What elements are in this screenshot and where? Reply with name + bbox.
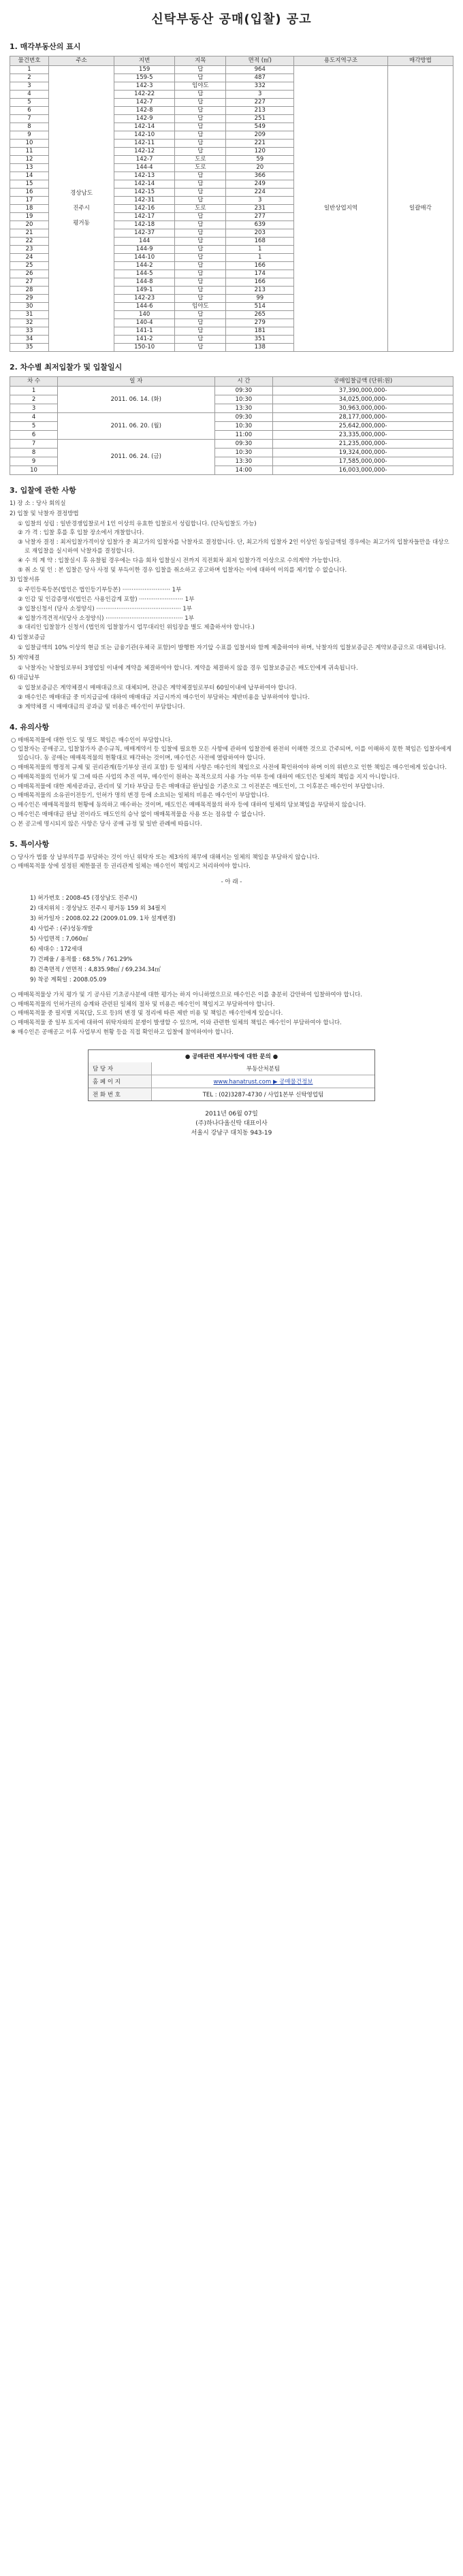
cell-land-category: 답 xyxy=(175,221,226,229)
cell-parcel: 144-5 xyxy=(114,270,175,278)
caution-line: ○ 본 공고에 명시되지 않은 사항은 당사 공매 규정 및 일반 관례에 따릅니다. xyxy=(11,820,202,828)
cell-parcel: 142-23 xyxy=(114,295,175,303)
bidding-line: ② 매수인은 매매대금 중 미지급금에 대하여 매매대금 지급시까지 매수인이 부담하는 제반비용을 납부하여야 합니다. xyxy=(18,694,310,701)
cell-time: 10:30 xyxy=(214,395,273,404)
table-row xyxy=(10,440,453,449)
cell-area: 227 xyxy=(226,99,294,107)
table-row xyxy=(10,387,453,395)
caution-line: ○ 매매목적물에 대한 인도 및 명도 책임은 매수인이 부담합니다. xyxy=(11,736,173,744)
cell-lot-number: 2 xyxy=(10,74,49,82)
caution-line: ○ 매수인은 매매대금 완납 전이라도 매도인의 승낙 없이 매매목적물을 사용 또는 점유할 수 없습니다. xyxy=(11,811,266,818)
bidding-line: 2) 입찰 및 낙찰자 결정방법 xyxy=(10,510,79,517)
cell-parcel: 142-22 xyxy=(114,91,175,99)
cell-lot-number: 11 xyxy=(10,148,49,156)
bidding-line: ③ 낙찰자 결정 : 최저입찰가격이상 입찰가 중 최고가의 입찰자를 낙찰자로 결정합니다. 단, 최고가의 입찰자 2인 이상인 동일금액일 경우에는 최고가의 입찰자들만을 대상으로 재입찰을 실시하여 낙찰자를 결정합니다. xyxy=(18,539,449,555)
cell-area: 203 xyxy=(226,229,294,238)
cell-land-category: 답 xyxy=(175,99,226,107)
table-header-cell: 용도지역구조 xyxy=(294,56,388,66)
cell-time: 09:30 xyxy=(214,413,273,422)
contact-row xyxy=(89,1062,374,1075)
cell-parcel: 140-4 xyxy=(114,319,175,327)
section-property xyxy=(10,41,453,352)
cell-land-category: 답 xyxy=(175,262,226,270)
cell-lot-number: 21 xyxy=(10,229,49,238)
cell-date: 2011. 06. 14. (화) xyxy=(58,387,214,413)
cell-lot-number: 3 xyxy=(10,82,49,91)
cell-area: 99 xyxy=(226,295,294,303)
contact-label: 전 화 번 호 xyxy=(89,1088,152,1100)
details-subtitle: - 아 래 - xyxy=(221,879,242,886)
homepage-link[interactable]: www.hanatrust.com ▶ 공매물건정보 xyxy=(213,1078,313,1086)
cell-sale-method: 일괄매각 xyxy=(387,66,453,352)
cell-price: 17,585,000,000- xyxy=(273,457,453,466)
table-header-cell: 시 간 xyxy=(214,377,273,387)
cell-time: 10:30 xyxy=(214,449,273,457)
cell-lot-number: 24 xyxy=(10,254,49,262)
cell-price: 30,963,000,000- xyxy=(273,404,453,413)
caution-line: ○ 입찰자는 공매공고, 입찰참가자 준수규칙, 매매계약서 등 입찰에 필요한 모든 사항에 관하여 입찰전에 완전히 이해한 것으로 간주되며, 이를 이해하지 못한 책임은 입찰자에게 있습니다. 동 공매는 매매목적물의 현황대로 매각하는 것이며, 매수인은 사전에 열람하여야 합니다. xyxy=(11,746,452,762)
cell-land-category: 답 xyxy=(175,246,226,254)
schedule-table xyxy=(10,376,453,475)
table-header-cell: 물건번호 xyxy=(10,56,49,66)
cell-area: 224 xyxy=(226,189,294,197)
cell-area: 332 xyxy=(226,82,294,91)
cell-area: 277 xyxy=(226,213,294,221)
cell-land-category: 답 xyxy=(175,66,226,74)
cell-round: 8 xyxy=(10,449,58,457)
cell-land-category: 답 xyxy=(175,319,226,327)
cell-land-category: 답 xyxy=(175,140,226,148)
cell-parcel: 142-10 xyxy=(114,131,175,140)
cell-parcel: 142-7 xyxy=(114,156,175,164)
cell-area: 221 xyxy=(226,140,294,148)
table-row xyxy=(10,66,453,74)
cell-area: 249 xyxy=(226,180,294,189)
caution-line: ○ 매매목적물의 행정적 규제 및 권리관계(등기부상 권리 포함) 등 일체의 사항은 매수인의 책임으로 사전에 확인하여야 하며 이의 위반으로 인한 책임은 매수인에게 있습니다. xyxy=(11,764,447,771)
cell-price: 34,025,000,000- xyxy=(273,395,453,404)
table-header-cell: 지번 xyxy=(114,56,175,66)
cell-land-category: 답 xyxy=(175,229,226,238)
permit-detail-line: 9) 착공 계획일 : 2008.05.09 xyxy=(30,976,107,983)
cell-lot-number: 4 xyxy=(10,91,49,99)
cell-land-category: 답 xyxy=(175,123,226,131)
cell-parcel: 140 xyxy=(114,311,175,319)
cell-land-category: 답 xyxy=(175,213,226,221)
cell-lot-number: 1 xyxy=(10,66,49,74)
cell-price: 23,335,000,000- xyxy=(273,431,453,440)
cell-zone: 일반상업지역 xyxy=(294,66,388,352)
bidding-line: ① 입찰보증금은 계약체결시 매매대금으로 대체되며, 잔금은 계약체결일로부터 60일이내에 납부하여야 합니다. xyxy=(18,685,297,692)
cell-parcel: 159-5 xyxy=(114,74,175,82)
cell-parcel: 142-9 xyxy=(114,115,175,123)
table-header-cell: 지목 xyxy=(175,56,226,66)
table-header-cell: 주소 xyxy=(49,56,114,66)
permit-details xyxy=(30,894,453,985)
cell-lot-number: 31 xyxy=(10,311,49,319)
footer-date: 2011년 06월 07일 xyxy=(205,1110,258,1118)
cell-date: 2011. 06. 20. (월) xyxy=(58,413,214,440)
cell-area: 181 xyxy=(226,327,294,336)
permit-detail-line: 5) 사업면적 : 7,060㎡ xyxy=(30,935,89,943)
cell-land-category: 도로 xyxy=(175,205,226,213)
section-bidding xyxy=(10,485,453,712)
cell-round: 5 xyxy=(10,422,58,431)
cell-lot-number: 15 xyxy=(10,180,49,189)
section-title-bidding: 3. 입찰에 관한 사항 xyxy=(10,486,76,495)
cell-price: 37,390,000,000- xyxy=(273,387,453,395)
bidding-line: ⑤ 취 소 및 인 : 본 입찰은 당사 사정 및 부득이한 경우 입찰을 취소하고 공고하며 입찰자는 이에 대하여 이의를 제기할 수 없습니다. xyxy=(18,566,347,574)
permit-detail-line: 6) 세대수 : 172세대 xyxy=(30,945,82,953)
cell-lot-number: 23 xyxy=(10,246,49,254)
cell-lot-number: 7 xyxy=(10,115,49,123)
cell-lot-number: 12 xyxy=(10,156,49,164)
cell-parcel: 141-2 xyxy=(114,336,175,344)
cell-land-category: 도로 xyxy=(175,164,226,172)
cell-lot-number: 19 xyxy=(10,213,49,221)
cell-land-category: 도로 xyxy=(175,156,226,164)
cell-parcel: 142-15 xyxy=(114,189,175,197)
permit-detail-line: 7) 건폐율 / 용적률 : 68.5% / 761.29% xyxy=(30,956,133,963)
cell-time: 13:30 xyxy=(214,457,273,466)
cell-price: 28,177,000,000- xyxy=(273,413,453,422)
cell-area: 20 xyxy=(226,164,294,172)
cell-land-category: 답 xyxy=(175,287,226,295)
section-schedule xyxy=(10,361,453,475)
cell-price: 19,324,000,000- xyxy=(273,449,453,457)
cell-parcel: 142-17 xyxy=(114,213,175,221)
cell-area: 231 xyxy=(226,205,294,213)
permit-detail-line: 3) 허가일자 : 2008.02.22 (2009.01.09. 1차 설계변경) xyxy=(30,915,176,922)
cell-area: 3 xyxy=(226,197,294,205)
special-after xyxy=(10,991,453,1037)
cell-land-category: 답 xyxy=(175,74,226,82)
cell-time: 14:00 xyxy=(214,466,273,475)
cell-land-category: 임야도 xyxy=(175,82,226,91)
permit-detail-line: 8) 건축면적 / 연면적 : 4,835.98㎡ / 69,234.34㎡ xyxy=(30,966,161,973)
cell-lot-number: 8 xyxy=(10,123,49,131)
cell-land-category: 답 xyxy=(175,172,226,180)
table-header-cell: 공매입찰금액 (단위:원) xyxy=(273,377,453,387)
cell-lot-number: 29 xyxy=(10,295,49,303)
permit-detail-line: 1) 허가번호 : 2008-45 (경상남도 진주시) xyxy=(30,894,138,902)
cell-land-category: 답 xyxy=(175,238,226,246)
cell-lot-number: 9 xyxy=(10,131,49,140)
cell-parcel: 142-12 xyxy=(114,148,175,156)
cell-land-category: 답 xyxy=(175,270,226,278)
cell-parcel: 144-2 xyxy=(114,262,175,270)
contact-label: 홈 페 이 지 xyxy=(89,1075,152,1088)
cell-area: 1 xyxy=(226,246,294,254)
cell-land-category: 답 xyxy=(175,131,226,140)
bidding-line: ④ 수 의 계 약 : 입찰실시 후 유찰될 경우에는 다음 회차 입찰실시 전까지 직전회차 최저 입찰가격 이상으로 수의계약 가능합니다. xyxy=(18,557,342,564)
cell-area: 514 xyxy=(226,303,294,311)
cell-lot-number: 14 xyxy=(10,172,49,180)
contact-row xyxy=(89,1075,374,1088)
cell-lot-number: 28 xyxy=(10,287,49,295)
cell-time: 13:30 xyxy=(214,404,273,413)
cell-parcel: 142-31 xyxy=(114,197,175,205)
cell-area: 251 xyxy=(226,115,294,123)
cell-parcel: 141-1 xyxy=(114,327,175,336)
cell-price: 25,642,000,000- xyxy=(273,422,453,431)
table-header-cell: 면적 (㎡) xyxy=(226,56,294,66)
footer xyxy=(10,1109,453,1138)
cell-lot-number: 35 xyxy=(10,344,49,352)
cell-price: 16,003,000,000- xyxy=(273,466,453,475)
cell-area: 265 xyxy=(226,311,294,319)
bidding-line: ① 입찰의 성립 : 일반경쟁입찰로서 1인 이상의 유효한 입찰로서 성립합니다. (단독입찰도 가능) xyxy=(18,520,257,527)
bidding-line: ① 주민등록등본(법인은 법인등기부등본) ·························· 1부 xyxy=(18,587,182,594)
cell-area: 549 xyxy=(226,123,294,131)
section-title-schedule: 2. 차수별 최저입찰가 및 입찰일시 xyxy=(10,363,123,372)
cell-parcel: 144-6 xyxy=(114,303,175,311)
cell-lot-number: 34 xyxy=(10,336,49,344)
cell-time: 10:30 xyxy=(214,422,273,431)
contact-row xyxy=(89,1088,374,1100)
cell-area: 174 xyxy=(226,270,294,278)
cell-parcel: 144-10 xyxy=(114,254,175,262)
cell-lot-number: 22 xyxy=(10,238,49,246)
cell-round: 3 xyxy=(10,404,58,413)
section-title-property: 1. 매각부동산의 표시 xyxy=(10,42,81,51)
cell-lot-number: 27 xyxy=(10,278,49,287)
cell-parcel: 142-7 xyxy=(114,99,175,107)
cell-time: 09:30 xyxy=(214,387,273,395)
cell-lot-number: 17 xyxy=(10,197,49,205)
caution-line: ○ 매매목적물의 인허가 및 그에 따른 사업의 추진 여부, 매수인이 원하는 목적으로의 사용 가능 여부 등에 대하여 매도인은 일체의 책임을 지지 아니합니다. xyxy=(11,773,400,781)
special-line: ○ 당사가 법률 상 납부의무를 부담하는 것이 아닌 위탁자 또는 제3자의 채무에 대해서는 일체의 책임을 부담하지 않습니다. xyxy=(11,853,319,861)
cell-round: 10 xyxy=(10,466,58,475)
special-line: ○ 매매목적물 상에 설정된 제한물권 등 권리관계 일체는 매수인이 책임지고 처리하여야 합니다. xyxy=(11,863,251,870)
cell-lot-number: 25 xyxy=(10,262,49,270)
section-title-special: 5. 특이사항 xyxy=(10,839,50,849)
contact-value: 부동산처분팀 xyxy=(246,1065,281,1073)
table-header-cell: 일 자 xyxy=(58,377,214,387)
cell-round: 1 xyxy=(10,387,58,395)
special-body xyxy=(10,853,453,872)
cell-land-category: 임야도 xyxy=(175,303,226,311)
cell-parcel: 144 xyxy=(114,238,175,246)
cell-land-category: 답 xyxy=(175,254,226,262)
bidding-line: ⑤ 대리인 입찰참가 신청서 (법인의 입찰참가시 업무대리인 위임장을 별도 제출하셔야 합니다.) xyxy=(18,624,255,632)
cell-area: 964 xyxy=(226,66,294,74)
contact-label: 담 당 자 xyxy=(89,1062,152,1075)
cell-round: 7 xyxy=(10,440,58,449)
cell-parcel: 142-14 xyxy=(114,180,175,189)
cell-lot-number: 10 xyxy=(10,140,49,148)
cell-parcel: 144-4 xyxy=(114,164,175,172)
bidding-line: ③ 입찰신청서 (당사 소정양식) ·············································· 1부 xyxy=(18,605,192,613)
special-after-line: ※ 매수인은 공매공고 이후 사업부지 현황 등을 직접 확인하고 입찰에 참여하여야 합니다. xyxy=(11,1029,234,1037)
contact-box xyxy=(88,1049,375,1101)
cell-land-category: 답 xyxy=(175,336,226,344)
cell-lot-number: 30 xyxy=(10,303,49,311)
cell-land-category: 답 xyxy=(175,148,226,156)
cell-area: 166 xyxy=(226,262,294,270)
cell-parcel: 142-13 xyxy=(114,172,175,180)
cell-area: 59 xyxy=(226,156,294,164)
page-title: 신탁부동산 공매(입찰) 공고 xyxy=(151,12,312,27)
cell-lot-number: 20 xyxy=(10,221,49,229)
cell-area: 168 xyxy=(226,238,294,246)
cell-land-category: 답 xyxy=(175,344,226,352)
cell-price: 21,235,000,000- xyxy=(273,440,453,449)
cell-area: 213 xyxy=(226,107,294,115)
bidding-line: ① 입찰금액의 10% 이상의 현금 또는 금융기관(우체국 포함)이 발행한 자기앞 수표를 입찰서와 함께 제출하여야 하며, 낙찰자의 입찰보증금은 계약보증금으로 대체됩니다. xyxy=(18,644,447,651)
permit-detail-line: 4) 사업주 : (주)성동개발 xyxy=(30,925,93,932)
cell-parcel: 149-1 xyxy=(114,287,175,295)
cell-area: 209 xyxy=(226,131,294,140)
property-table xyxy=(10,56,453,352)
bidding-line: 3) 입찰서류 xyxy=(10,576,40,584)
bidding-line: 1) 장 소 : 당사 회의실 xyxy=(10,500,66,507)
cell-lot-number: 16 xyxy=(10,189,49,197)
footer-address: 서울시 강남구 대치동 943-19 xyxy=(191,1129,272,1137)
cell-date: 2011. 06. 24. (금) xyxy=(58,440,214,475)
bidding-line: ④ 입찰가격견적서(당사 소정양식) ·········································· 1부 xyxy=(18,615,194,622)
cell-area: 351 xyxy=(226,336,294,344)
bidding-line: ① 낙찰자는 낙찰일로부터 3영업일 이내에 계약을 체결하여야 합니다. 계약을 체결하지 않을 경우 입찰보증금은 매도인에게 귀속됩니다. xyxy=(18,664,358,672)
cell-land-category: 답 xyxy=(175,295,226,303)
cell-land-category: 답 xyxy=(175,327,226,336)
cell-time: 09:30 xyxy=(214,440,273,449)
bidding-line: ③ 계약체결 시 매매대금의 공과금 및 비용은 매수인이 부담합니다. xyxy=(18,703,185,711)
cell-address: 경상남도 진주시 평거동 xyxy=(49,66,114,352)
cell-land-category: 답 xyxy=(175,180,226,189)
cell-parcel: 150-10 xyxy=(114,344,175,352)
cell-parcel: 142-16 xyxy=(114,205,175,213)
footer-company: (주)하나다올신탁 대표이사 xyxy=(195,1120,268,1127)
cell-land-category: 답 xyxy=(175,107,226,115)
cell-parcel: 144-8 xyxy=(114,278,175,287)
cell-time: 11:00 xyxy=(214,431,273,440)
cell-land-category: 답 xyxy=(175,197,226,205)
cell-land-category: 답 xyxy=(175,311,226,319)
cell-area: 279 xyxy=(226,319,294,327)
cell-area: 166 xyxy=(226,278,294,287)
cell-parcel: 159 xyxy=(114,66,175,74)
cell-round: 6 xyxy=(10,431,58,440)
permit-detail-line: 2) 대지위치 : 경상남도 진주시 평거동 159 외 34필지 xyxy=(30,904,166,912)
cell-lot-number: 5 xyxy=(10,99,49,107)
cell-area: 487 xyxy=(226,74,294,82)
cell-land-category: 답 xyxy=(175,91,226,99)
cell-lot-number: 33 xyxy=(10,327,49,336)
contact-header: ● 공매관련 제부사항에 대한 문의 ● xyxy=(185,1053,278,1060)
table-header-cell: 매각방법 xyxy=(387,56,453,66)
special-after-line: ○ 매매목적물 중 일부 토지에 대하여 위탁자와의 분쟁이 발생할 수 있으며, 이와 관련한 일체의 책임은 매수인이 부담하여야 합니다. xyxy=(11,1020,342,1027)
caution-line: ○ 매매목적물의 소유권이전등기, 인허가 명의 변경 등에 소요되는 일체의 비용은 매수인이 부담합니다. xyxy=(11,792,270,800)
contact-value: TEL : (02)3287-4730 / 사업1본부 신탁영업팀 xyxy=(202,1091,324,1098)
cell-area: 120 xyxy=(226,148,294,156)
caution-line: ○ 매수인은 매매목적물의 현황에 동의하고 매수하는 것이며, 매도인은 매매목적물의 하자 등에 대하여 일체의 담보책임을 부담하지 않습니다. xyxy=(11,802,366,809)
caution-line: ○ 매매목적물에 대한 제세공과금, 관리비 및 기타 부담금 등은 매매대금 완납일을 기준으로 그 이전분은 매도인이, 그 이후분은 매수인이 부담합니다. xyxy=(11,783,385,790)
bidding-line: 6) 대금납부 xyxy=(10,674,40,682)
cell-parcel: 142-8 xyxy=(114,107,175,115)
cell-area: 639 xyxy=(226,221,294,229)
cell-area: 3 xyxy=(226,91,294,99)
section-special xyxy=(10,838,453,1037)
cell-round: 4 xyxy=(10,413,58,422)
cell-round: 2 xyxy=(10,395,58,404)
table-header-cell: 차 수 xyxy=(10,377,58,387)
cell-parcel: 142-37 xyxy=(114,229,175,238)
bidding-line: 5) 계약체결 xyxy=(10,654,40,662)
cell-area: 213 xyxy=(226,287,294,295)
cell-area: 138 xyxy=(226,344,294,352)
bidding-line: ② 가 격 : 입찰 후를 후 입찰 장소에서 개찰합니다. xyxy=(18,529,144,537)
cell-parcel: 144-9 xyxy=(114,246,175,254)
cell-parcel: 142-18 xyxy=(114,221,175,229)
special-after-line: ○ 매매목적물의 인허가권의 승계와 관련된 일체의 절차 및 비용은 매수인이 책임지고 부담하여야 합니다. xyxy=(11,1000,275,1008)
cell-land-category: 답 xyxy=(175,189,226,197)
bidding-line: 4) 입찰보증금 xyxy=(10,634,46,642)
cell-parcel: 142-11 xyxy=(114,140,175,148)
cell-lot-number: 32 xyxy=(10,319,49,327)
section-title-cautions: 4. 유의사항 xyxy=(10,722,50,732)
cell-lot-number: 6 xyxy=(10,107,49,115)
table-row xyxy=(10,413,453,422)
special-after-line: ○ 매매목적물 중 필지별 지목(답, 도로 등)의 변경 및 정리에 따른 제반 비용 및 책임은 매수인에게 있습니다. xyxy=(11,1010,283,1017)
cell-lot-number: 18 xyxy=(10,205,49,213)
cell-lot-number: 26 xyxy=(10,270,49,278)
cell-parcel: 142-3 xyxy=(114,82,175,91)
bidding-body xyxy=(10,500,453,712)
cell-lot-number: 13 xyxy=(10,164,49,172)
cell-land-category: 답 xyxy=(175,278,226,287)
section-cautions xyxy=(10,721,453,829)
cell-round: 9 xyxy=(10,457,58,466)
cell-land-category: 답 xyxy=(175,115,226,123)
cell-area: 1 xyxy=(226,254,294,262)
special-after-line: ○ 매매목적물상 가치 평가 및 기 공사된 기초공사분에 대한 평가는 하지 아니하였으므로 매수인은 이를 충분히 감안하여 입찰하여야 합니다. xyxy=(11,991,362,998)
bidding-line: ② 인감 및 인감증명서(법인은 사용인감계 포함) ························ 1부 xyxy=(18,596,195,603)
cautions-body xyxy=(10,736,453,829)
cell-area: 366 xyxy=(226,172,294,180)
cell-parcel: 142-14 xyxy=(114,123,175,131)
